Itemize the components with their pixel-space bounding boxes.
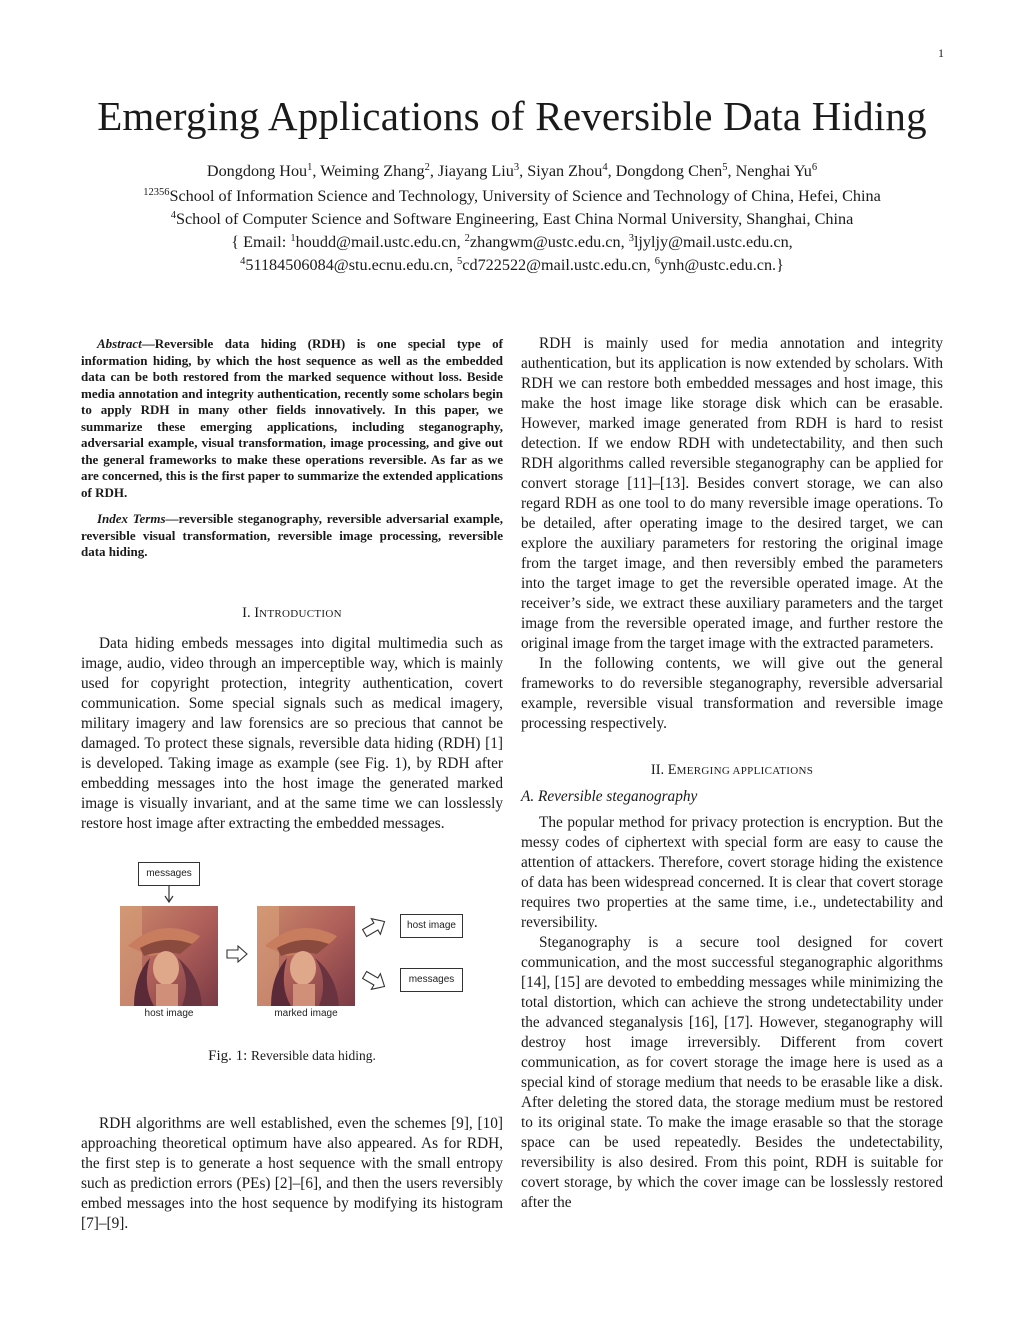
right-column xyxy=(521,334,943,1213)
intro-paragraph-1: Data hiding embeds messages into digital multimedia such as image, audio, video through an imperceptible way, which is mainly used for copyright protection, integrity authentication, covert communication. Some special signals such as medical imagery, military imagery and law forensics are so precious that cannot be damaged. To protect these signals, reversible data hiding (RDH) [1] is developed. Taking image as example (see Fig. 1), by RDH after embedding messages into the host image the generated marked image is visually invariant, and at the same time we can losslessly restore host image after extracting the embedded messages. xyxy=(81,634,503,832)
down-right-arrow-icon xyxy=(362,970,388,992)
author: Nenghai Yu$^6$ xyxy=(735,162,818,180)
affiliation-ustc: $^{12356}$School of Information Science and Technology, University of Science and Technology of China, Hefei, China xyxy=(143,187,881,205)
up-right-arrow-icon xyxy=(362,916,388,938)
host-image-label: host image xyxy=(144,1007,194,1019)
messages-input-box: messages xyxy=(138,862,200,886)
figure-1 xyxy=(81,860,503,1030)
subsection-heading-reversible-steganography: A. Reversible steganography xyxy=(521,788,698,805)
author: Weiming Zhang$^2$, xyxy=(320,162,438,180)
host-image-photo xyxy=(120,906,218,1006)
down-arrow-icon xyxy=(163,886,175,904)
left-column xyxy=(81,336,503,1234)
author: Dongdong Chen$^5$, xyxy=(615,162,736,180)
author-list xyxy=(0,160,1024,182)
intro-paragraph-2: RDH algorithms are well established, even the schemes [9], [10] approaching theoretical optimum have also appeared. As for RDH, the first step is to generate a host sequence with the small entropy such as prediction errors (PEs) [2]–[6], and then the users reversibly embed messages into the host sequence by modifying its histogram [7]–[9]. xyxy=(81,1114,503,1232)
host-image-output-box: host image xyxy=(400,914,463,938)
figure-1-caption: Fig. 1: Reversible data hiding. xyxy=(208,1047,376,1064)
marked-image-photo xyxy=(257,906,355,1006)
section-heading-introduction: I. INTRODUCTION xyxy=(242,604,342,621)
section-heading-emerging-applications: II. EMERGING APPLICATIONS xyxy=(650,762,814,778)
messages-output-box: messages xyxy=(400,968,463,992)
page-number: 1 xyxy=(938,46,944,60)
email-line-2: $^4$51184506084@stu.ecnu.edu.cn, $^5$cd722522@mail.ustc.edu.cn, $^6$ynh@ustc.edu.cn.} xyxy=(240,256,784,274)
author: Jiayang Liu$^3$, xyxy=(437,162,528,180)
paper-title: Emerging Applications of Reversible Data Hiding xyxy=(97,93,927,139)
right-paragraph-4: Steganography is a secure tool designed for covert communication, and the most successful steganographic algorithms [14], [15] are devoted to embedding messages while minimizing the total distortion, which can achieve the strong undetectability under the advanced steganalysis [16], [17]. However, steganography will destroy host image irreversibly. Different from covert communication, as for covert storage the image here is used as a special kind of storage medium that needs to be erasable like a disk. After deleting the stored data, the storage medium must be restored to its original state. To make the image erasable so that the storage space can be used repeatedly. Besides the undetectability, reversibility is also desired. From this point, RDH is suitable for covert storage, by which the cover image can be losslessly restored after the xyxy=(521,934,943,1211)
author: Dongdong Hou$^1$, xyxy=(206,162,321,180)
email-line-1: { Email: $^1$houdd@mail.ustc.edu.cn, $^2$zhangwm@ustc.edu.cn, $^3$ljyljy@mail.ustc.edu.cn, xyxy=(231,233,793,251)
abstract: Abstract—Reversible data hiding (RDH) is one special type of information hiding, by which the host sequence as well as the embedded data can be both restored from the marked sequence without loss. Beside media annotation and integrity authentication, recently some scholars begin to apply RDH in many other fields innovatively. In this paper, we summarize these emerging applications, including steganography, adversarial example, visual transformation, image processing, and give out the general frameworks to make these operations reversible. As far as we are concerned, this is the first paper to summarize the extended applications of RDH. xyxy=(81,336,503,500)
right-paragraph-1: RDH is mainly used for media annotation and integrity authentication, but its application is now extended by scholars. With RDH we can restore both embedded messages and host image, this make the host image like storage disk which can be erasable. However, marked image generated from RDH is hard to resist detection. If we endow RDH with undetectability, and then such RDH algorithms called reversible steganography can be applied for convert storage [11]–[13]. Besides convert storage, we can also regard RDH as one tool to do many reversible image operations. To be detailed, after operating image to the desired target, we can explore the auxiliary parameters for restoring the original image from the target image, and then reversibly embed the parameters into the target image to get the reversible operated image. At the receiver’s side, we extract these auxiliary parameters and the target image from the reversible operated image, and further restore the original image from the target image with the extracted parameters. xyxy=(521,335,943,652)
affiliation-ecnu: $^4$School of Computer Science and Software Engineering, East China Normal University, Shanghai, China xyxy=(170,210,854,228)
right-arrow-icon xyxy=(226,945,248,963)
right-paragraph-2: In the following contents, we will give out the general frameworks to do reversible steganography, reversible adversarial example, reversible visual transformation and reversible image processing respectively. xyxy=(521,655,943,732)
author: Siyan Zhou$^4$, xyxy=(527,162,616,180)
right-paragraph-3: The popular method for privacy protection is encryption. But the messy codes of ciphertext with special form are easy to cause the attention of attackers. Therefore, covert storage hiding the existence of data has been widespread concerned. It is clear that covert storage requires two properties at the same time, i.e., undetectability and reversibility. xyxy=(521,814,943,931)
marked-image-label: marked image xyxy=(274,1007,338,1019)
index-terms: Index Terms—reversible steganography, reversible adversarial example, reversible visual transformation, reversible image processing, reversible data hiding. xyxy=(81,511,503,559)
